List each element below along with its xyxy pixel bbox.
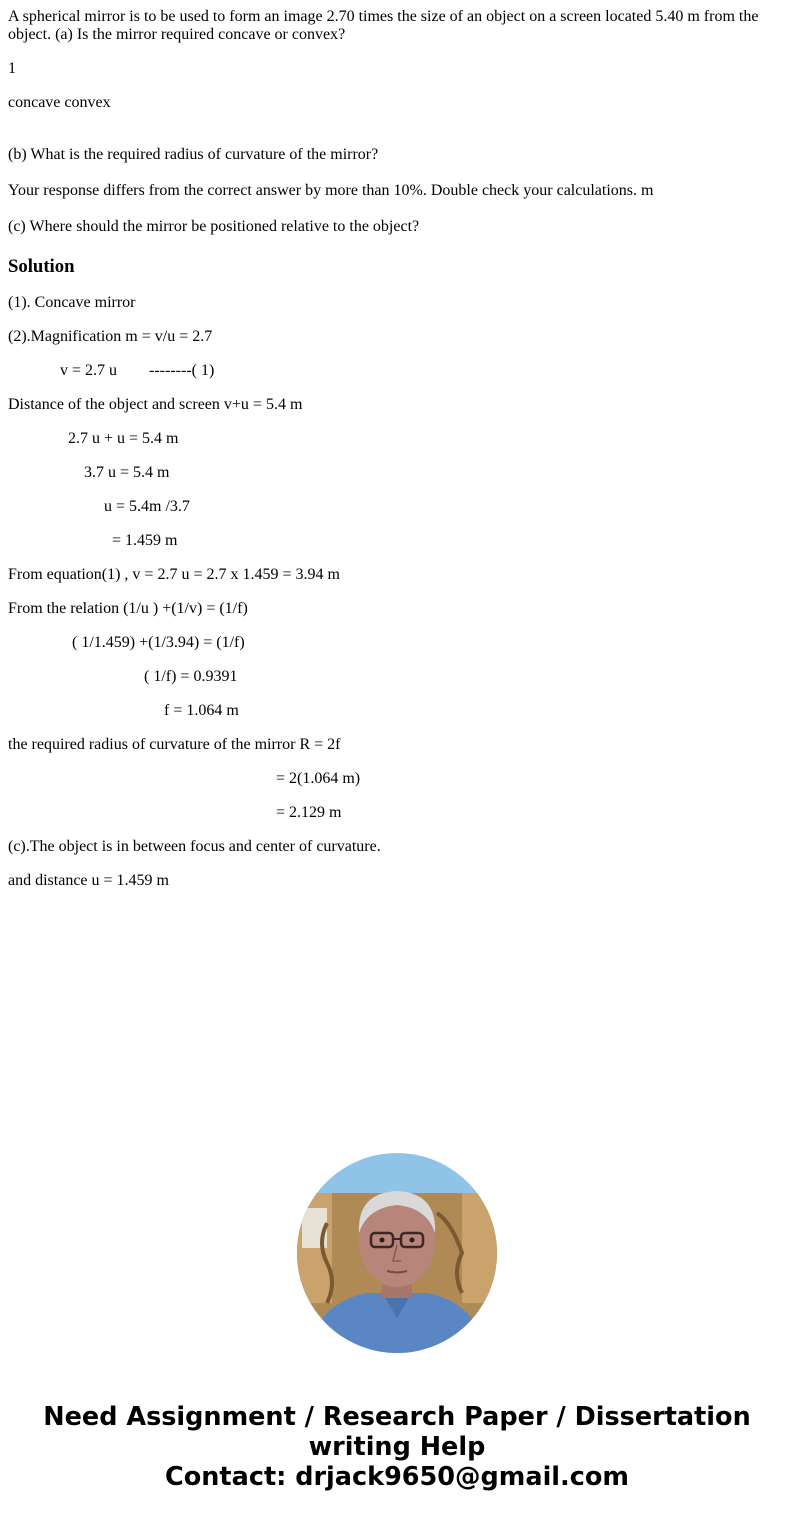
solution-line: = 1.459 m xyxy=(112,532,178,549)
solution-line: Distance of the object and screen v+u = 5.4 m xyxy=(8,396,303,413)
solution-steps xyxy=(8,294,786,890)
solution-line: (2).Magnification m = v/u = 2.7 xyxy=(8,328,213,345)
answer-number: 1 xyxy=(8,60,16,77)
question-part-b: (b) What is the required radius of curvature of the mirror? xyxy=(8,146,379,163)
solution-line: (1). Concave mirror xyxy=(8,294,136,311)
solution-line: (c).The object is in between focus and center of curvature. xyxy=(8,838,381,855)
solution-line: = 2.129 m xyxy=(276,804,342,821)
solution-line: From the relation (1/u ) +(1/v) = (1/f) xyxy=(8,600,248,617)
solution-line: = 2(1.064 m) xyxy=(276,770,361,787)
document-body xyxy=(8,0,786,890)
question-intro: A spherical mirror is to be used to form an image 2.70 times the size of an object on a screen located 5.40 m from the object. (a) Is the mirror required concave or convex? xyxy=(8,8,759,43)
footer-line-2: writing Help xyxy=(308,1432,486,1462)
footer-line-3: Contact: drjack9650@gmail.com xyxy=(165,1462,629,1492)
author-avatar xyxy=(297,1153,497,1353)
solution-line: v = 2.7 u --------( 1) xyxy=(60,362,215,379)
author-portrait-icon xyxy=(297,1153,497,1353)
solution-line: the required radius of curvature of the mirror R = 2f xyxy=(8,736,341,753)
solution-line: ( 1/1.459) +(1/3.94) = (1/f) xyxy=(72,634,245,651)
answer-feedback: Your response differs from the correct answer by more than 10%. Double check your calculations. m xyxy=(8,182,654,199)
answer-options: concave convex xyxy=(8,94,111,111)
solution-line: and distance u = 1.459 m xyxy=(8,872,169,889)
solution-line: 2.7 u + u = 5.4 m xyxy=(68,430,179,447)
solution-line: From equation(1) , v = 2.7 u = 2.7 x 1.459 = 3.94 m xyxy=(8,566,340,583)
solution-line: ( 1/f) = 0.9391 xyxy=(144,668,238,685)
solution-line: 3.7 u = 5.4 m xyxy=(84,464,170,481)
solution-line: f = 1.064 m xyxy=(164,702,239,719)
footer-contact xyxy=(0,1402,794,1492)
question-part-c: (c) Where should the mirror be positioned relative to the object? xyxy=(8,218,420,235)
footer-line-1: Need Assignment / Research Paper / Dissertation xyxy=(43,1402,751,1432)
solution-line: u = 5.4m /3.7 xyxy=(104,498,190,515)
solution-heading: Solution xyxy=(8,256,75,277)
